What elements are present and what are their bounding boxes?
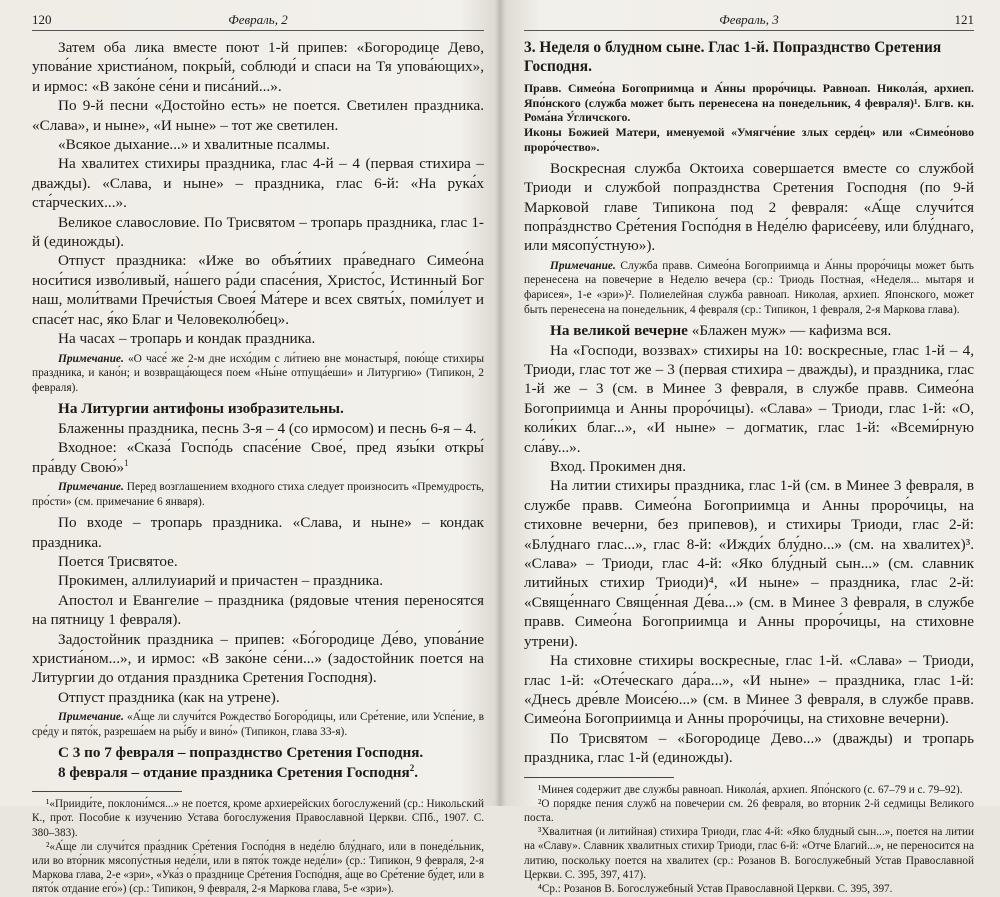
footnote: ¹«Прииди́те, поклони́мся...» не поется, кроме архиерейских богослужений (ср.: Никольский К., прот. Пособие к изучению Устава богослужения Православной Церкви. СПб., 1907. С. 380–383). — [32, 798, 484, 839]
paragraph: На литии стихиры праздника, глас 1-й (см. в Минее 3 февраля, в службе правв. Симео́на Богоприимца и Анны проро́чицы, на стиховне вечерни, без припевов), и стихиры Триоди, глас 2-й: «Блу́днаго глас...», глас 8-й: «Ижди́х блу́дно...» (см. на хвалитех)³. «Слава» – Триоди, глас 4-й: «Яко блу́дный сын...» (см. славник литийных стихир Триоди)⁴, «И ныне» – праздника, глас 2-й: «Свяще́ннаго Свяще́нная Де́ва...» (см. в Минее 3 февраля, в службе правв. Симео́на Богоприимца и Анны проро́чицы, на стиховне утрени). — [524, 477, 974, 650]
footnote-ref: 2 — [409, 762, 415, 773]
paragraph: Блаженны праздника, песнь 3-я – 4 (со ирмосом) и песнь 6-я – 4. — [58, 419, 477, 437]
paragraph: На хвалитех стихиры праздника, глас 4-й – 4 (первая стихира – дважды). «Слава, и ныне» – праздника, глас 6-й: «На рука́х ста́рческих...». — [32, 155, 484, 212]
footnote-rule — [524, 777, 674, 778]
paragraph: Вход. Прокимен дня. — [550, 458, 686, 476]
section-heading: На великой вечерне — [550, 322, 688, 340]
paragraph: Воскресная служба Октоиха совершается вместе со службой Триоди и службой попразднства Сретения Господня (по 9-й Марковой главе Типикона под 2 февраля: «А́ще случи́тся попра́зднство Сре́тения Госпо́дня в Неде́лю фарисе́еву, или блу́днаго, или мясопу́стную»). — [524, 159, 974, 255]
running-title-right: Февраль, 3 — [719, 12, 779, 27]
right-page — [524, 10, 974, 895]
note — [32, 710, 484, 739]
paragraph: «Всякое дыхание...» и хвалитные псалмы. — [58, 136, 330, 154]
paragraph: На «Господи, воззвах» стихиры на 10: воскресные, глас 1-й – 4, Триоди, глас тот же – 3 (первая стихира – дважды), и праздника, глас 1-й же – 3 (см. в Минее 3 февраля, в службе правв. Симео́на Богоприимца и Анны проро́чицы). «Слава» – Триоди, глас 1-й: «О, коли́ких благ...», «И ныне» – догматик, глас 1-й: «Всеми́рную сла́ву...». — [524, 341, 974, 456]
paragraph: Прокимен, аллилуиарий и причастен – праздника. — [58, 572, 384, 590]
paragraph: На часах – тропарь и кондак праздника. — [58, 330, 316, 348]
vespers-text: «Блажен муж» — кафизма вся. — [687, 322, 892, 340]
page-number-right: 121 — [954, 12, 974, 27]
entrance-verse: Входное: «Сказа́ Госпо́дь спасе́ние Свое́, пред язы́ки откры́ пра́вду Свою́» — [32, 439, 484, 476]
note-text: Служба правв. Симео́на Богоприимца и А́нны проро́чицы может быть перенесена на повечерие в Неделю вечера (ср.: Триодь Постная, «Неделя... мытаря и фарисея», 1-е «зри»)². Полиелейная служба равноап. Николая, архиеп. Японского, может быть перенесена на понедельник, 4 февраля (ср.: Типикон, 1 февраля, 2-я Маркова глава). — [524, 259, 974, 316]
footnote: ²«А́ще ли случи́тся пра́здник Сре́тения Госпо́дня в неде́лю блу́днаго, или в понеде́льник, или во вто́рник мясопу́стныя неде́ли, или в пято́к тожде неде́ли» (ср.: Типикон, 9 февраля, 2-я Маркова глава, 2-е «зри», «Ука́з о пра́зднице Сре́тения Госпо́дня, а́ще во Сре́тение бу́дет, или в пято́к отдание его́») (ср.: Типикон, 9 февраля, 2-я Маркова глава, 5-е «зри»). — [32, 840, 484, 896]
paragraph — [524, 321, 974, 340]
period-text: 8 февраля – отдание праздника Сретения Господня — [58, 763, 410, 781]
note-label: Примечание. — [58, 711, 124, 724]
paragraph: По входе – тропарь праздника. «Слава, и ныне» – кондак праздника. — [32, 514, 484, 551]
left-page — [32, 10, 484, 896]
note-label: Примечание. — [58, 480, 124, 493]
paragraph: По 9-й песни «Достойно есть» не поется. Светилен праздника. «Слава», и ныне», «И ныне» – тот же светилен. — [32, 97, 484, 134]
paragraph — [32, 438, 484, 477]
note-text: Перед возглашением входного стиха следует произносить «Премудрость, про́сти» (см. примечание 6 января). — [32, 480, 484, 508]
paragraph: Задостойник праздника – припев: «Бо́городице Де́во, упова́ние христиа́ном...», и ирмос: «В зако́не се́ни...» (задостойник поется на Литургии до отдания праздника Сретения Господня). — [32, 630, 484, 687]
note-text: «О часе́ же 2-м дне исхо́дим с ли́тиею вне монастыря́, пою́ще стихиры праздника, и кано́н; и возвраща́ющеся поем «Ны́не отпуща́еши» и Литургию» (Типикон, 2 февраля). — [32, 352, 484, 394]
period-line: 8 февраля – отдание праздника Сретения Господня$^2$. — [58, 762, 419, 781]
running-header-left — [32, 10, 484, 31]
footnote-rule — [32, 791, 182, 792]
day-heading: 3. Неделя о блудном сыне. Глас 1-й. Попразднство Сретения Господня. — [524, 39, 942, 76]
running-title-left: Февраль, 2 — [228, 12, 288, 27]
paragraph: Апостол и Евангелие – праздника (рядовые чтения переносятся на пятницу 1 февраля). — [32, 591, 484, 629]
footnote: ⁴Ср.: Розанов В. Богослужебный Устав Православной Церкви. С. 395, 397. — [538, 882, 893, 895]
note-label: Примечание. — [550, 259, 616, 272]
paragraph: Отпуст праздника (как на утрене). — [58, 688, 280, 706]
running-header-right — [524, 10, 974, 31]
note-text: «А́ще ли случи́тся Рождество́ Богоро́дицы, или Сре́тение, или Успе́ние, в сре́ду и пято́к, разреша́ем на ры́бу и вино́» (Типикон, глава 33-я). — [32, 711, 484, 738]
paragraph: Отпуст праздника: «Иже во объя́тиих пра́веднаго Симео́на носи́тися изво́ливый, на́шего ра́ди спасе́ния, Христо́с, Истинный Бог наш, моли́твами Пречи́стыя Своея́ Ма́тере и всех святы́х, поми́лует и спасе́т нас, я́ко Благ и Человеколю́бец». — [32, 252, 484, 328]
paragraph: Поется Трисвятое. — [58, 552, 178, 570]
paragraph: Великое славословие. По Трисвятом – тропарь праздника, глас 1-й (единожды). — [32, 213, 484, 251]
section-heading: На Литургии антифоны изобразительны. — [58, 400, 344, 418]
footnote: ¹Минея содержит две службы равноап. Никола́я, архиеп. Япо́нского (с. 67–79 и с. 79–92). — [538, 783, 963, 796]
saints-line: Правв. Симео́на Богоприимца и А́нны проро́чицы. Равноап. Никола́я, архиеп. Япо́нского (служба может быть перенесена на понедельник, 4 февраля)¹. Блгв. кн. Рома́на У́гличского. — [524, 80, 974, 125]
icon-line: Иконы Божией Матери, именуемой «Умягче́ние злых серде́ц» или «Симео́ново проро́чество». — [524, 125, 974, 154]
note — [524, 259, 974, 317]
period-line: С 3 по 7 февраля – попразднство Сретения Господня. — [58, 744, 424, 762]
note — [32, 352, 484, 396]
footnote: ³Хвалитная (и литийная) стихира Триоди, глас 4-й: «Яко блудный сын...», поется на литии на «Славу». Славник хвалитных стихир Триоди, глас 6-й: «Отче Благий...», не переносится на литию, поскольку поется на хвалитех (ср.: Розанов В. Богослужебный Устав Православной Церкви. С. 395, 397, 417). — [524, 826, 974, 881]
paragraph: На стиховне стихиры воскресные, глас 1-й. «Слава» – Триоди, глас 1-й: «Оте́ческаго да́ра...», «И ныне» – праздника, глас 1-й: «Днесь дре́вле Моисе́ю...» (см. в Минее 3 февраля, в службе правв. Симео́на Богоприимца и Анны проро́чицы, на стиховне вечерни). — [524, 652, 974, 728]
paragraph: Затем оба лика вместе поют 1-й припев: «Богородице Дево, упова́ние христиа́ном, покры́й, соблюди́ и спаси на Тя упова́ющих», и ирмос: «В зако́не се́ни и писа́ний...». — [32, 39, 484, 95]
footnote-ref: 1 — [124, 457, 129, 468]
page-number-left: 120 — [32, 12, 52, 27]
paragraph: По Трисвятом – «Богородице Дево...» (дважды) и тропарь праздника, глас 1-й (единожды). — [524, 729, 974, 767]
footnote: ²О порядке пения служб на повечерии см. 26 февраля, во вторник 2-й седмицы Великого поста. — [524, 797, 974, 824]
note-label: Примечание. — [58, 352, 124, 365]
note — [32, 480, 484, 509]
